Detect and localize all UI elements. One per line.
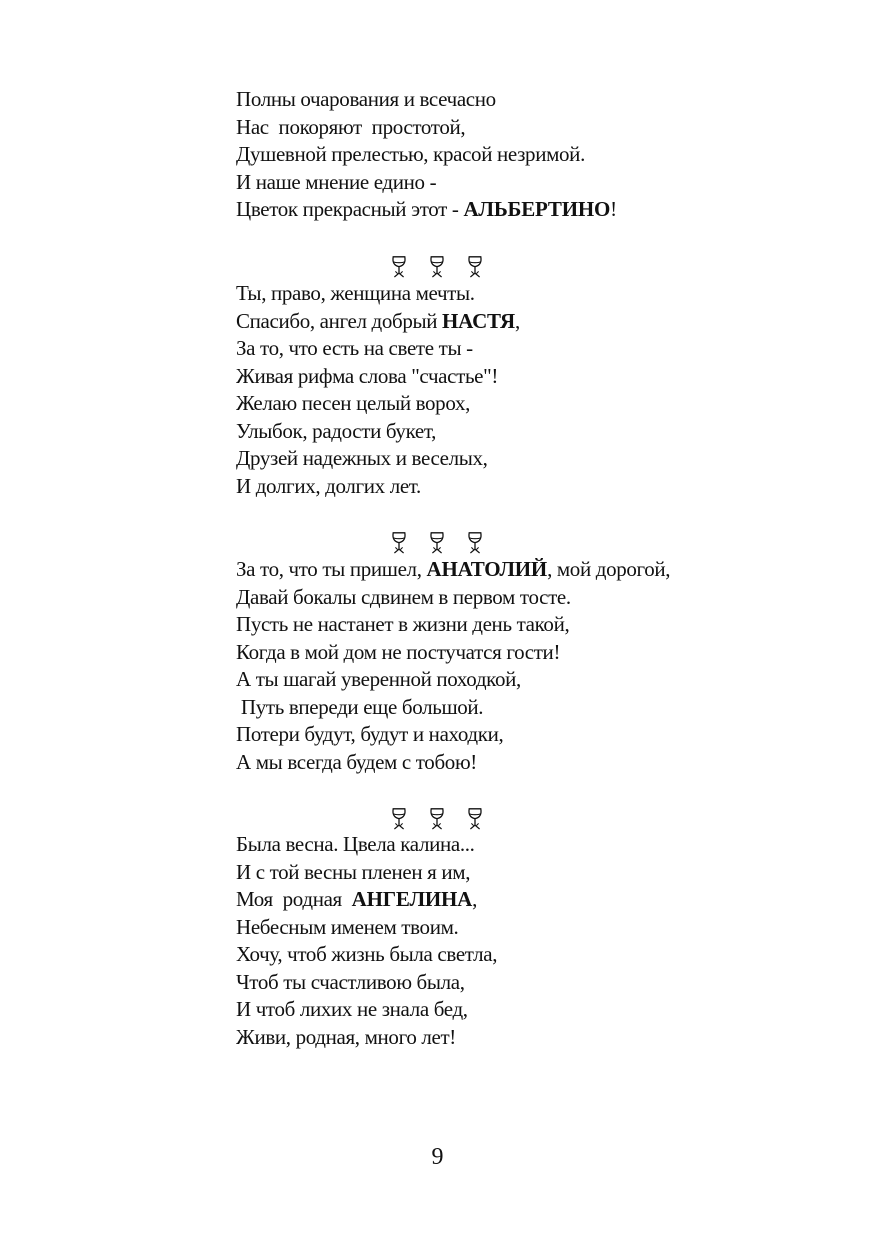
poem-line: [236, 666, 796, 694]
line-text: !: [610, 197, 617, 221]
line-text: Чтоб ты счастливою была,: [236, 969, 465, 994]
poem-line: [236, 335, 796, 363]
poem-line: [236, 280, 796, 308]
poem-line: [236, 914, 796, 942]
line-text: И чтоб лихих не знала бед,: [236, 997, 468, 1021]
poem-line: [236, 363, 796, 391]
wine-glass-icon: [389, 531, 409, 557]
line-text: И с той весны пленен я им,: [236, 859, 471, 884]
line-text: И долгих, долгих лет.: [236, 473, 421, 498]
poem-line: [236, 1024, 796, 1052]
line-text: Душевной прелестью, красой незримой.: [236, 142, 585, 166]
line-text: А мы всегда будем с тобою!: [236, 749, 477, 774]
line-text: Хочу, чтоб жизнь была светла,: [236, 942, 498, 966]
poem-stanza: [236, 86, 796, 224]
line-text: Друзей надежных и веселых,: [236, 446, 488, 470]
line-text: А ты шагай уверенной походкой,: [236, 667, 521, 691]
poem-line: [236, 749, 796, 777]
wine-glass-icon: [427, 255, 447, 281]
poem-line: [236, 308, 796, 336]
poem-stanza: [236, 831, 796, 1051]
line-text: Полны очарования и всечасно: [236, 87, 496, 111]
stanza-separator: [389, 255, 485, 281]
poem-line: [236, 611, 796, 639]
wine-glass-icon: [389, 807, 409, 833]
line-text: Спасибо, ангел добрый: [236, 308, 443, 333]
poem-line: [236, 141, 796, 169]
line-text: Нас покоряют простотой,: [236, 114, 466, 139]
line-text: Живи, родная, много лет!: [236, 1024, 456, 1049]
poem-line: [236, 390, 796, 418]
line-text: И наше мнение едино -: [236, 169, 437, 194]
line-text: Улыбок, радости букет,: [236, 418, 437, 443]
line-text: Живая рифма слова "счастье"!: [236, 363, 499, 388]
line-text: ,: [515, 308, 520, 333]
poem-line: [236, 831, 796, 859]
wine-glass-icon: [465, 255, 485, 281]
poem-line: [236, 418, 796, 446]
line-text: За то, что ты пришел,: [236, 557, 427, 581]
line-text: ,: [472, 887, 478, 911]
line-text: Небесным именем твоим.: [236, 914, 459, 939]
poem-line: [236, 445, 796, 473]
line-text: Ты, право, женщина мечты.: [236, 281, 475, 305]
line-text: Моя родная: [236, 887, 352, 911]
poem-line: [236, 859, 796, 887]
wine-glass-icon: [427, 807, 447, 833]
poem-stanza: [236, 280, 796, 500]
poem-line: [236, 639, 796, 667]
poem-line: [236, 941, 796, 969]
line-text: Желаю песен целый ворох,: [236, 391, 471, 415]
dedication-name: АЛЬБЕРТИНО: [463, 197, 611, 221]
line-text: За то, что есть на свете ты -: [236, 336, 473, 360]
poem-line: [236, 86, 796, 114]
wine-glass-icon: [427, 531, 447, 557]
line-text: , мой дорогой,: [547, 557, 671, 581]
poem-line: [236, 584, 796, 612]
stanza-separator: [389, 531, 485, 557]
poem-stanza: [236, 556, 796, 776]
poem-line: [236, 473, 796, 501]
line-text: Потери будут, будут и находки,: [236, 722, 504, 746]
wine-glass-icon: [389, 255, 409, 281]
poem-line: [236, 556, 796, 584]
line-text: Была весна. Цвела калина...: [236, 832, 475, 856]
dedication-name: АНГЕЛИНА: [351, 887, 473, 911]
poem-line: [236, 721, 796, 749]
dedication-name: НАСТЯ: [442, 308, 516, 333]
poem-line: [236, 114, 796, 142]
line-text: Когда в мой дом не постучатся гости!: [236, 639, 561, 664]
wine-glass-icon: [465, 807, 485, 833]
poem-line: [236, 969, 796, 997]
wine-glass-icon: [465, 531, 485, 557]
poem-line: [236, 169, 796, 197]
poem-line: [236, 694, 796, 722]
poem-line: [236, 196, 796, 224]
poem-line: [236, 996, 796, 1024]
line-text: Путь впереди еще большой.: [236, 694, 484, 719]
line-text: Цветок прекрасный этот -: [236, 197, 464, 221]
dedication-name: АНАТОЛИЙ: [426, 557, 548, 581]
line-text: Пусть не настанет в жизни день такой,: [236, 612, 570, 636]
line-text: Давай бокалы сдвинем в первом тосте.: [236, 584, 571, 609]
page-number: 9: [431, 1144, 444, 1170]
stanza-separator: [389, 807, 485, 833]
poem-line: [236, 886, 796, 914]
